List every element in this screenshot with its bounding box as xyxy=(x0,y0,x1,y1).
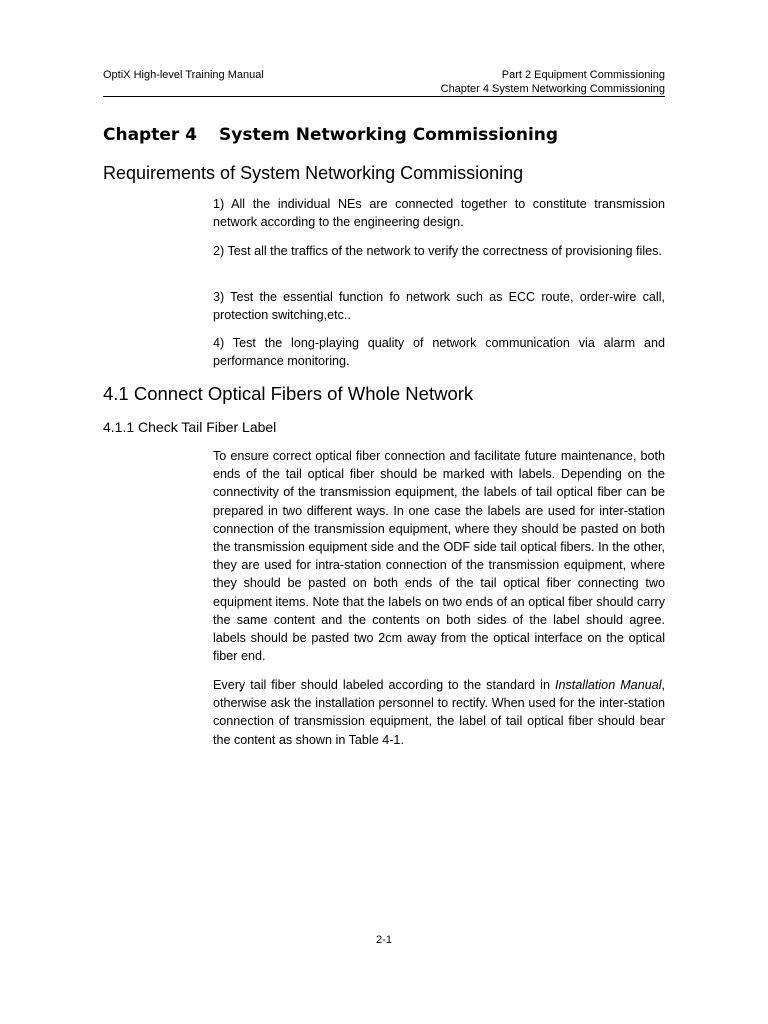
tail-fiber-paragraph-1: To ensure correct optical fiber connection and facilitate future maintenance, both ends of the tail optical fiber should be marked with labels. Depending on the connectivity of the transmission equipment, the labels of tail optical fiber can be prepared in two different ways. In one case the labels are used for inter-station connection of the transmission equipment, where they should be pasted on both the transmission equipment side and the ODF side tail optical fibers. In the other, they are used for intra-station connection of the transmission equipment, where they should be pasted on both ends of the tail optical fiber connecting two equipment items. Note that the labels on two ends of an optical fiber should carry the same content and the contents on both sides of the label should agree. labels should be pasted two 2cm away from the optical interface on the optical fiber end. xyxy=(213,449,665,664)
header-manual-title: OptiX High-level Training Manual xyxy=(103,69,264,81)
paragraph-2-text-end: , otherwise ask the installation personnel to rectify. When used for the inter-station connection of transmission equipment, the label of tail optical fiber should bear the content as shown in Table 4-1. xyxy=(213,678,666,747)
requirements-heading: Requirements of System Networking Commissioning xyxy=(103,163,524,183)
page-number: 2-1 xyxy=(376,934,392,946)
header-chapter-title: Chapter 4 System Networking Commissioning xyxy=(440,83,665,95)
tail-fiber-paragraph-2 xyxy=(213,676,665,749)
chapter-title: System Networking Commissioning xyxy=(219,125,559,145)
section-4-1-heading: 4.1 Connect Optical Fibers of Whole Network xyxy=(103,383,474,404)
paragraph-2-text-start: Every tail fiber should labeled according to the standard in xyxy=(213,678,555,692)
subsection-4-1-1-heading: 4.1.1 Check Tail Fiber Label xyxy=(103,419,277,435)
header-part-title: Part 2 Equipment Commissioning xyxy=(501,69,665,81)
requirement-item-2: 2) Test all the traffics of the network to verify the correctness of provisioning files. xyxy=(213,244,662,258)
header-section-info xyxy=(441,68,665,96)
requirement-item-1: 1) All the individual NEs are connected together to constitute transmission network according to the engineering design. xyxy=(213,197,665,230)
chapter-number: Chapter 4 xyxy=(103,125,198,145)
chapter-heading xyxy=(103,125,558,145)
installation-manual-reference: Installation Manual xyxy=(554,678,662,692)
running-header xyxy=(103,66,665,97)
requirement-item-4: 4) Test the long-playing quality of network communication via alarm and performance monitoring. xyxy=(213,336,665,369)
requirement-item-3: 3) Test the essential function fo network such as ECC route, order-wire call, protection switching,etc.. xyxy=(213,290,665,323)
